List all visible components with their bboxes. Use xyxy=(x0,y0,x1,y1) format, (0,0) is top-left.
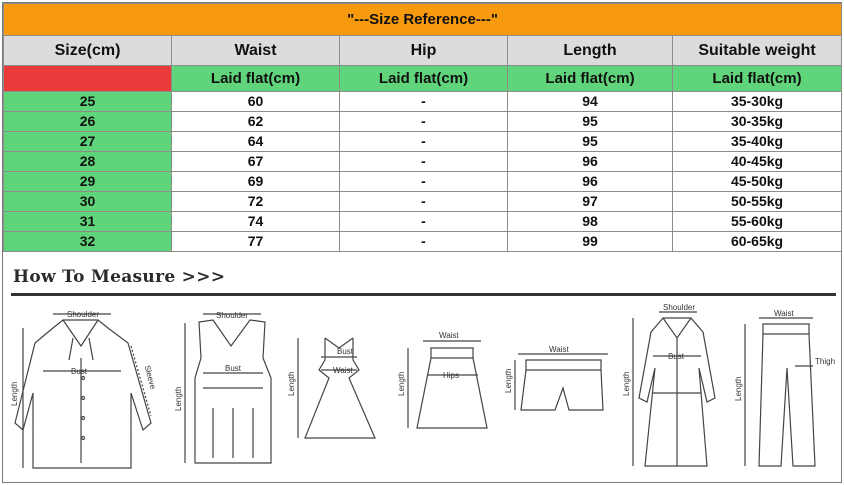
table-row xyxy=(4,192,842,212)
cell-weight: 30-35kg xyxy=(673,112,842,132)
shorts-waist-label: Waist xyxy=(549,345,569,354)
table-subheader-row xyxy=(4,66,842,92)
table-row xyxy=(4,112,842,132)
cell-hip: - xyxy=(340,232,508,252)
blouse-bust-label: Bust xyxy=(71,367,88,376)
measurement-illustrations xyxy=(3,298,841,483)
table-row xyxy=(4,132,842,152)
cell-size: 29 xyxy=(4,172,172,192)
trousers-waist-label: Waist xyxy=(774,309,794,318)
cell-length: 96 xyxy=(508,152,673,172)
cell-hip: - xyxy=(340,212,508,232)
cell-waist: 67 xyxy=(172,152,340,172)
cell-size: 27 xyxy=(4,132,172,152)
cell-size: 30 xyxy=(4,192,172,212)
header-hip: Hip xyxy=(340,36,508,66)
cell-size: 31 xyxy=(4,212,172,232)
table-row xyxy=(4,92,842,112)
table-title: "---Size Reference---" xyxy=(4,4,842,36)
shorts-icon xyxy=(515,354,608,410)
cell-waist: 77 xyxy=(172,232,340,252)
skirt-waist-label: Waist xyxy=(439,331,459,340)
subheader-hip: Laid flat(cm) xyxy=(340,66,508,92)
cell-length: 98 xyxy=(508,212,673,232)
dress-waist-label: Waist xyxy=(333,366,353,375)
skirt-hips-label: Hips xyxy=(443,371,460,380)
coat-length-label: Length xyxy=(622,371,631,396)
cell-length: 95 xyxy=(508,132,673,152)
trousers-thigh-label: Thigh xyxy=(815,357,836,366)
header-size: Size(cm) xyxy=(4,36,172,66)
trousers-icon xyxy=(745,318,815,466)
coat-bust-label: Bust xyxy=(668,352,685,361)
cell-weight: 55-60kg xyxy=(673,212,842,232)
cell-waist: 72 xyxy=(172,192,340,212)
tank-length-label: Length xyxy=(174,386,183,411)
cell-weight: 40-45kg xyxy=(673,152,842,172)
cell-waist: 62 xyxy=(172,112,340,132)
blouse-icon xyxy=(15,314,151,468)
size-reference-table xyxy=(3,3,842,252)
cell-weight: 45-50kg xyxy=(673,172,842,192)
dress-length-label: Length xyxy=(287,371,296,396)
table-row xyxy=(4,212,842,232)
cell-hip: - xyxy=(340,192,508,212)
trousers-length-label: Length xyxy=(734,376,743,401)
table-row xyxy=(4,172,842,192)
blouse-length-label: Length xyxy=(10,381,19,406)
section-divider xyxy=(11,293,836,296)
cell-weight: 35-30kg xyxy=(673,92,842,112)
cell-size: 32 xyxy=(4,232,172,252)
header-weight: Suitable weight xyxy=(673,36,842,66)
tank-top-icon xyxy=(185,314,271,463)
cell-waist: 64 xyxy=(172,132,340,152)
coat-icon xyxy=(633,312,715,466)
cell-weight: 60-65kg xyxy=(673,232,842,252)
cell-length: 94 xyxy=(508,92,673,112)
cell-length: 96 xyxy=(508,172,673,192)
header-length: Length xyxy=(508,36,673,66)
cell-waist: 60 xyxy=(172,92,340,112)
table-row xyxy=(4,232,842,252)
cell-length: 95 xyxy=(508,112,673,132)
coat-shoulder-label: Shoulder xyxy=(663,303,696,312)
skirt-length-label: Length xyxy=(397,371,406,396)
how-to-measure-title: How To Measure >>> xyxy=(13,267,226,287)
subheader-length: Laid flat(cm) xyxy=(508,66,673,92)
skirt-icon xyxy=(408,341,487,428)
table-header-row xyxy=(4,36,842,66)
header-waist: Waist xyxy=(172,36,340,66)
dress-bust-label: Bust xyxy=(337,347,354,356)
table-row xyxy=(4,152,842,172)
blouse-shoulder-label: Shoulder xyxy=(67,310,100,319)
subheader-waist: Laid flat(cm) xyxy=(172,66,340,92)
cell-hip: - xyxy=(340,172,508,192)
cell-length: 97 xyxy=(508,192,673,212)
cell-weight: 35-40kg xyxy=(673,132,842,152)
cell-hip: - xyxy=(340,152,508,172)
subheader-weight: Laid flat(cm) xyxy=(673,66,842,92)
cell-length: 99 xyxy=(508,232,673,252)
tank-bust-label: Bust xyxy=(225,364,242,373)
blouse-sleeve-label: Sleeve xyxy=(142,364,158,391)
shorts-length-label: Length xyxy=(504,368,513,393)
table-title-row xyxy=(4,4,842,36)
cell-size: 28 xyxy=(4,152,172,172)
cell-hip: - xyxy=(340,92,508,112)
cell-hip: - xyxy=(340,132,508,152)
cell-waist: 74 xyxy=(172,212,340,232)
cell-hip: - xyxy=(340,112,508,132)
tank-shoulder-label: Shoulder xyxy=(216,311,249,320)
cell-size: 25 xyxy=(4,92,172,112)
subheader-size xyxy=(4,66,172,92)
cell-size: 26 xyxy=(4,112,172,132)
cell-waist: 69 xyxy=(172,172,340,192)
cell-weight: 50-55kg xyxy=(673,192,842,212)
how-to-measure-section xyxy=(3,262,841,483)
